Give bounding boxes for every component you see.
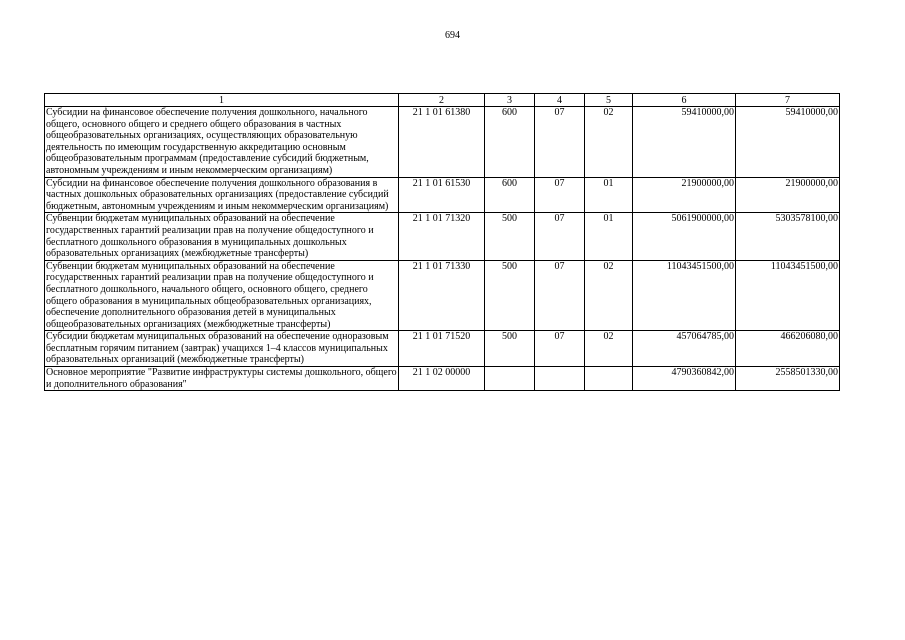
row-subsection-code: 02: [585, 331, 633, 367]
row-expense-type-code: 500: [485, 331, 535, 367]
table-row: [45, 331, 840, 367]
header-cell-5: 5: [585, 94, 633, 107]
row-target-article-code: 21 1 01 61380: [399, 107, 485, 178]
header-cell-2: 2: [399, 94, 485, 107]
row-expense-type-code: 500: [485, 213, 535, 260]
row-amount-1: 457064785,00: [633, 331, 736, 367]
page-number: 694: [445, 30, 460, 41]
row-name: Субсидии на финансовое обеспечение получения дошкольного образования в частных дошкольных образовательных организациях (предоставление субсидий бюджетным, автономным учреждениям и иным некоммерческим организациям): [45, 177, 399, 213]
row-name: Субсидии бюджетам муниципальных образований на обеспечение одноразовым бесплатным горячим питанием (завтрак) учащихся 1–4 классов муниципальных образовательных организаций (межбюджетные трансферты): [45, 331, 399, 367]
row-section-code: 07: [535, 177, 585, 213]
row-target-article-code: 21 1 02 00000: [399, 367, 485, 391]
row-section-code: [535, 367, 585, 391]
row-subsection-code: 01: [585, 213, 633, 260]
row-name: Субвенции бюджетам муниципальных образований на обеспечение государственных гарантий реализации прав на получение общедоступного и бесплатного дошкольного образования в муниципальных дошкольных образовательных организациях (межбюджетные трансферты): [45, 213, 399, 260]
row-amount-1: 21900000,00: [633, 177, 736, 213]
row-amount-2: 5303578100,00: [736, 213, 840, 260]
row-section-code: 07: [535, 260, 585, 331]
table-row: [45, 260, 840, 331]
row-subsection-code: 01: [585, 177, 633, 213]
budget-table: [44, 93, 840, 391]
header-cell-1: 1: [45, 94, 399, 107]
table-row: [45, 107, 840, 178]
row-amount-1: 5061900000,00: [633, 213, 736, 260]
row-expense-type-code: 600: [485, 177, 535, 213]
row-section-code: 07: [535, 213, 585, 260]
header-cell-6: 6: [633, 94, 736, 107]
row-name: Субвенции бюджетам муниципальных образований на обеспечение государственных гарантий реализации прав на получение общедоступного и бесплатного дошкольного, начального общего, основного общего, среднего общего образования в муниципальных общеобразовательных организациях, обеспечение дополнительного образования детей в муниципальных общеобразовательных организациях (межбюджетные трансферты): [45, 260, 399, 331]
header-cell-3: 3: [485, 94, 535, 107]
row-expense-type-code: [485, 367, 535, 391]
header-cell-4: 4: [535, 94, 585, 107]
row-amount-2: 21900000,00: [736, 177, 840, 213]
row-amount-1: 59410000,00: [633, 107, 736, 178]
row-subsection-code: 02: [585, 260, 633, 331]
row-section-code: 07: [535, 331, 585, 367]
table-header-row: [45, 94, 840, 107]
header-cell-7: 7: [736, 94, 840, 107]
row-amount-2: 11043451500,00: [736, 260, 840, 331]
row-subsection-code: [585, 367, 633, 391]
row-amount-2: 2558501330,00: [736, 367, 840, 391]
row-target-article-code: 21 1 01 71520: [399, 331, 485, 367]
row-amount-1: 11043451500,00: [633, 260, 736, 331]
row-subsection-code: 02: [585, 107, 633, 178]
row-target-article-code: 21 1 01 71330: [399, 260, 485, 331]
table-row: [45, 367, 840, 391]
row-amount-1: 4790360842,00: [633, 367, 736, 391]
row-expense-type-code: 500: [485, 260, 535, 331]
table-row: [45, 177, 840, 213]
row-name: Основное мероприятие "Развитие инфраструктуры системы дошкольного, общего и дополнительного образования": [46, 367, 397, 390]
row-section-code: 07: [535, 107, 585, 178]
row-amount-2: 466206080,00: [736, 331, 840, 367]
row-name: Субсидии на финансовое обеспечение получения дошкольного, начального общего, основного общего и среднего общего образования в частных общеобразовательных организациях, осуществляющих образовательную деятельность по имеющим государственную аккредитацию основным общеобразовательным программам (предоставление субсидий бюджетным, автономным учреждениям и иным некоммерческим организациям): [45, 107, 399, 178]
row-target-article-code: 21 1 01 61530: [399, 177, 485, 213]
row-expense-type-code: 600: [485, 107, 535, 178]
row-target-article-code: 21 1 01 71320: [399, 213, 485, 260]
table-row: [45, 213, 840, 260]
row-amount-2: 59410000,00: [736, 107, 840, 178]
